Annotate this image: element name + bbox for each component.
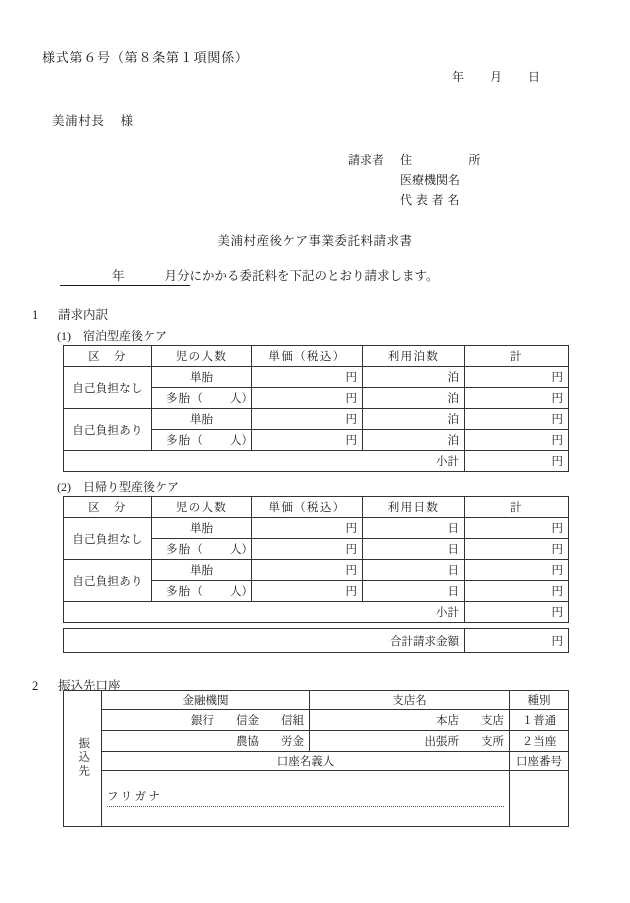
subtotal-unit[interactable]: 円 xyxy=(465,602,569,623)
subsection-day-heading: (2) 日帰り型産後ケア xyxy=(57,480,179,494)
table-row xyxy=(64,560,569,581)
price-unit[interactable]: 円 xyxy=(252,388,363,409)
count-unit[interactable]: 泊 xyxy=(363,388,465,409)
price-unit[interactable]: 円 xyxy=(252,560,363,581)
bank-side-label-text: 振込先 xyxy=(77,736,90,778)
option-sub-branch[interactable]: 出張所 xyxy=(424,736,459,748)
date-month-label: 月 xyxy=(490,70,503,84)
child-multiple-close: 人） xyxy=(229,544,253,556)
sum-unit[interactable]: 円 xyxy=(465,581,569,602)
table-row-bank-options-2 xyxy=(64,731,569,752)
requester-address-label: 住 所 xyxy=(400,153,492,167)
price-unit[interactable]: 円 xyxy=(252,409,363,430)
header-account-holder: 口座名義人 xyxy=(102,752,510,771)
option-ordinary-account[interactable]: １普通 xyxy=(510,710,569,731)
count-unit[interactable]: 日 xyxy=(363,518,465,539)
table-grand-total xyxy=(63,628,569,653)
table-row xyxy=(64,367,569,388)
account-number-field[interactable] xyxy=(510,771,569,827)
header-division: 区 分 xyxy=(64,497,152,518)
child-single: 単胎 xyxy=(152,409,252,430)
table-row-bank-options-1 xyxy=(64,710,569,731)
division-no-copay: 自己負担なし xyxy=(64,518,152,560)
table-bank-account xyxy=(63,690,569,827)
date-line xyxy=(452,68,540,85)
header-total: 計 xyxy=(465,497,569,518)
table-row xyxy=(64,518,569,539)
subtotal-unit[interactable]: 円 xyxy=(465,451,569,472)
option-branch[interactable]: 支店 xyxy=(481,715,504,727)
subtotal-label: 小計 xyxy=(64,451,465,472)
requester-representative-label: 代表者名 xyxy=(400,193,464,207)
child-multiple-close: 人） xyxy=(229,586,253,598)
child-single: 単胎 xyxy=(152,367,252,388)
date-year-label: 年 xyxy=(452,70,465,84)
date-day-label: 日 xyxy=(528,70,541,84)
option-current-account[interactable]: ２当座 xyxy=(510,731,569,752)
branch-options-line-2[interactable] xyxy=(310,731,510,752)
child-multiple-open: 多胎（ xyxy=(166,393,204,405)
claim-statement xyxy=(60,266,439,286)
sum-unit[interactable]: 円 xyxy=(465,560,569,581)
requester-label: 請求者 xyxy=(348,153,385,167)
claim-period-underline xyxy=(60,266,190,286)
table-row-subtotal xyxy=(64,451,569,472)
price-unit[interactable]: 円 xyxy=(252,581,363,602)
header-account-number: 口座番号 xyxy=(510,752,569,771)
price-unit[interactable]: 円 xyxy=(252,539,363,560)
count-unit[interactable]: 日 xyxy=(363,539,465,560)
section-2-title: 振込先口座 xyxy=(58,679,121,693)
form-code: 様式第６号（第８条第１項関係） xyxy=(42,50,249,65)
count-unit[interactable]: 泊 xyxy=(363,409,465,430)
page-title: 美浦村産後ケア事業委託料請求書 xyxy=(217,234,413,248)
grand-total-label: 合計請求金額 xyxy=(64,629,465,653)
option-head-office[interactable]: 本店 xyxy=(436,715,459,727)
bank-side-label xyxy=(64,691,102,827)
sum-unit[interactable]: 円 xyxy=(465,409,569,430)
header-days: 利用日数 xyxy=(363,497,465,518)
requester-block xyxy=(348,150,491,210)
table-row-account-headers xyxy=(64,752,569,771)
branch-options-line-1[interactable] xyxy=(310,710,510,731)
child-multiple-open: 多胎（ xyxy=(166,435,204,447)
furigana-label: フリガナ xyxy=(107,790,504,807)
header-child-count: 児の人数 xyxy=(152,497,252,518)
requester-address-row xyxy=(348,150,491,170)
sum-unit[interactable]: 円 xyxy=(465,430,569,451)
addressee-honorific: 様 xyxy=(120,114,134,128)
table-row xyxy=(64,409,569,430)
sum-unit[interactable]: 円 xyxy=(465,388,569,409)
child-multiple xyxy=(152,539,252,560)
sum-unit[interactable]: 円 xyxy=(465,518,569,539)
sum-unit[interactable]: 円 xyxy=(465,539,569,560)
header-branch-name: 支店名 xyxy=(310,691,510,710)
subtotal-label: 小計 xyxy=(64,602,465,623)
table-row-subtotal xyxy=(64,602,569,623)
table-row-header xyxy=(64,497,569,518)
header-child-count: 児の人数 xyxy=(152,346,252,367)
count-unit[interactable]: 日 xyxy=(363,581,465,602)
financial-options-line-1[interactable] xyxy=(102,710,310,731)
price-unit[interactable]: 円 xyxy=(252,518,363,539)
header-account-kind: 種別 xyxy=(510,691,569,710)
division-with-copay: 自己負担あり xyxy=(64,409,152,451)
count-unit[interactable]: 泊 xyxy=(363,430,465,451)
option-agency[interactable]: 支所 xyxy=(481,736,504,748)
child-single: 単胎 xyxy=(152,560,252,581)
count-unit[interactable]: 泊 xyxy=(363,367,465,388)
child-multiple-open: 多胎（ xyxy=(166,544,204,556)
table-row-account-body xyxy=(64,771,569,827)
child-multiple-open: 多胎（ xyxy=(166,586,204,598)
claim-year-label: 年 xyxy=(112,269,125,283)
account-holder-field[interactable] xyxy=(102,771,510,827)
price-unit[interactable]: 円 xyxy=(252,430,363,451)
price-unit[interactable]: 円 xyxy=(252,367,363,388)
requester-institution-row xyxy=(348,170,491,190)
table-day-care xyxy=(63,496,569,623)
requester-institution-label: 医療機関名 xyxy=(400,173,461,187)
header-nights: 利用泊数 xyxy=(363,346,465,367)
claim-rest-text: にかかる委託料を下記のとおり請求します。 xyxy=(189,269,439,283)
table-row-grand-total xyxy=(64,629,569,653)
table-row-bank-header xyxy=(64,691,569,710)
child-multiple xyxy=(152,388,252,409)
option-bank[interactable]: 銀行 xyxy=(191,715,214,727)
child-multiple-close: 人） xyxy=(229,393,253,405)
grand-total-unit[interactable]: 円 xyxy=(465,629,569,653)
section-1-title: 請求内訳 xyxy=(58,308,109,322)
subsection-stay-heading: (1) 宿泊型産後ケア xyxy=(57,329,167,343)
header-total: 計 xyxy=(465,346,569,367)
option-rokin[interactable]: 労金 xyxy=(281,736,304,748)
count-unit[interactable]: 日 xyxy=(363,560,465,581)
child-multiple xyxy=(152,430,252,451)
option-shinkumi[interactable]: 信組 xyxy=(281,715,304,727)
sum-unit[interactable]: 円 xyxy=(465,367,569,388)
section-1-heading xyxy=(32,305,108,323)
division-no-copay: 自己負担なし xyxy=(64,367,152,409)
header-financial-institution: 金融機関 xyxy=(102,691,310,710)
financial-options-line-2[interactable] xyxy=(102,731,310,752)
table-stay-care xyxy=(63,345,569,472)
header-division: 区 分 xyxy=(64,346,152,367)
addressee-name: 美浦村長 xyxy=(52,114,105,128)
child-multiple-close: 人） xyxy=(229,435,253,447)
division-with-copay: 自己負担あり xyxy=(64,560,152,602)
claim-month-label: 月分 xyxy=(164,269,190,283)
section-1-number: 1 xyxy=(32,308,39,322)
child-single: 単胎 xyxy=(152,518,252,539)
header-unit-price: 単価（税込） xyxy=(252,497,363,518)
table-row-header xyxy=(64,346,569,367)
option-nokyo[interactable]: 農協 xyxy=(236,736,259,748)
child-multiple xyxy=(152,581,252,602)
header-unit-price: 単価（税込） xyxy=(252,346,363,367)
addressee xyxy=(52,111,133,129)
section-2-number: 2 xyxy=(32,679,39,693)
option-shinkin[interactable]: 信金 xyxy=(236,715,259,727)
requester-representative-row xyxy=(348,190,491,210)
